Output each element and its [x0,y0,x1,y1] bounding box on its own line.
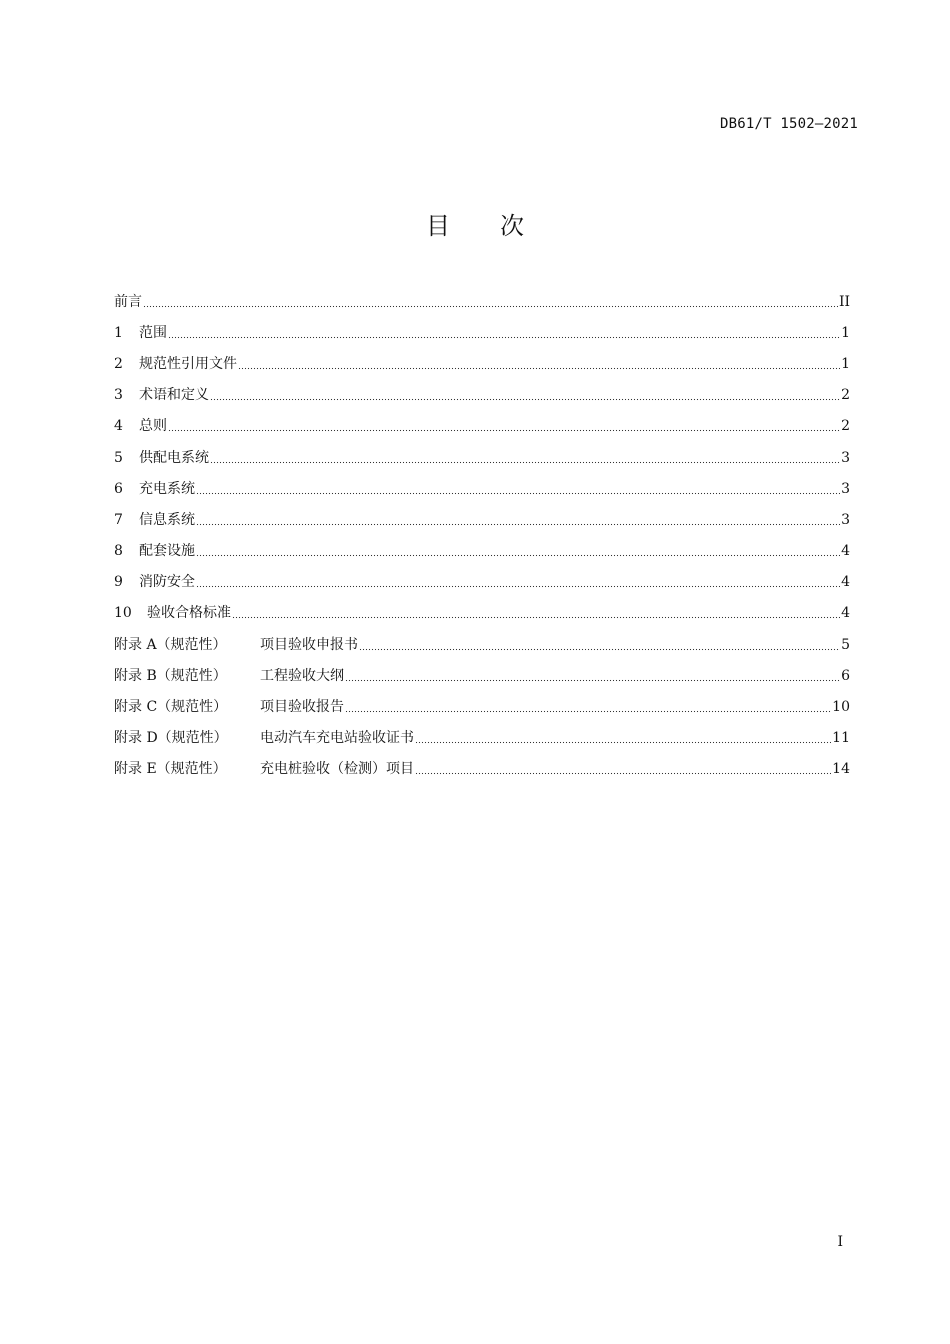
toc-entry-10[interactable] [114,598,850,629]
toc-entry-page: 14 [832,761,850,778]
toc-entry-title: 范围 [139,324,167,341]
toc-entry-title: 消防安全 [139,574,195,591]
toc-leader-dots [210,385,840,405]
toc-entry-number: 附录 D（规范性） [114,730,228,747]
toc-entry-title: 充电系统 [139,480,195,497]
toc-entry-page: 3 [841,449,850,466]
toc-entry-number: 附录 C（规范性） [114,699,228,716]
toc-entry-title: 规范性引用文件 [139,355,237,372]
toc-entry-number: 1 [114,324,123,341]
toc-leader-dots [196,510,840,530]
toc-entry-number: 10 [114,605,132,622]
toc-leader-dots [345,697,831,717]
toc-leader-dots [196,572,840,592]
toc-entry-page: 4 [841,574,850,591]
toc-title-char-2: 次 [500,212,524,240]
toc-entry-page: 11 [832,730,850,747]
toc-entry-title: 验收合格标准 [147,605,231,622]
toc-entry-1[interactable] [114,317,850,348]
toc-entry-page: II [838,293,850,310]
toc-entry-number: 2 [114,355,123,372]
toc-entry-5[interactable] [114,442,850,473]
toc-leader-dots [168,416,840,436]
toc-entry-8[interactable] [114,536,850,567]
toc-entry-title: 前言 [114,293,142,310]
toc-entry-page: 3 [841,480,850,497]
toc-entry-number: 附录 E（规范性） [114,761,227,778]
toc-entry-title: 供配电系统 [139,449,209,466]
toc-entry-title: 工程验收大纲 [260,667,344,684]
toc-entry-page: 5 [841,636,850,653]
toc-entry-number: 4 [114,418,123,435]
toc-title [0,206,950,241]
toc-entry-number: 6 [114,480,123,497]
toc-entry-title: 充电桩验收（检测）项目 [260,761,414,778]
toc-entry-title: 总则 [139,418,167,435]
toc-entry-7[interactable] [114,504,850,535]
toc-leader-dots [359,635,840,655]
toc-entry-number: 9 [114,574,123,591]
toc-entry-page: 4 [841,605,850,622]
toc-entry-appendix-c[interactable] [114,691,850,722]
toc-entry-appendix-d[interactable] [114,723,850,754]
toc-leader-dots [232,603,840,623]
toc-entry-page: 4 [841,543,850,560]
toc-entry-title: 电动汽车充电站验收证书 [260,730,414,747]
toc-entry-appendix-e[interactable] [114,754,850,785]
toc-entry-6[interactable] [114,473,850,504]
toc-entry-page: 2 [841,418,850,435]
toc-leader-dots [196,541,840,561]
toc-entry-4[interactable] [114,411,850,442]
toc-entry-appendix-a[interactable] [114,629,850,660]
toc-entry-foreword[interactable] [114,286,850,317]
toc-leader-dots [196,479,840,499]
toc-entry-2[interactable] [114,348,850,379]
toc-entry-page: 3 [841,511,850,528]
document-code: DB61/T 1502—2021 [719,116,858,132]
toc-entry-title: 配套设施 [139,543,195,560]
toc-title-char-1: 目 [426,212,450,240]
toc-leader-dots [143,292,838,312]
page-number: I [837,1234,843,1250]
toc-list [114,286,850,785]
toc-entry-page: 6 [841,667,850,684]
toc-entry-number: 7 [114,511,123,528]
toc-entry-page: 1 [841,324,850,341]
toc-entry-page: 10 [832,699,850,716]
toc-leader-dots [168,323,840,343]
toc-leader-dots [415,759,831,779]
toc-entry-number: 5 [114,449,123,466]
toc-leader-dots [415,728,831,748]
toc-entry-number: 3 [114,387,123,404]
toc-entry-title: 信息系统 [139,511,195,528]
toc-entry-title: 项目验收报告 [260,699,344,716]
toc-leader-dots [210,448,840,468]
toc-entry-9[interactable] [114,567,850,598]
toc-leader-dots [238,354,840,374]
toc-entry-page: 1 [841,355,850,372]
toc-entry-number: 附录 B（规范性） [114,667,227,684]
toc-entry-3[interactable] [114,380,850,411]
toc-entry-number: 附录 A（规范性） [114,636,227,653]
toc-entry-appendix-b[interactable] [114,660,850,691]
toc-entry-page: 2 [841,387,850,404]
toc-leader-dots [345,666,840,686]
toc-entry-number: 8 [114,543,123,560]
toc-entry-title: 术语和定义 [139,387,209,404]
toc-entry-title: 项目验收申报书 [260,636,358,653]
